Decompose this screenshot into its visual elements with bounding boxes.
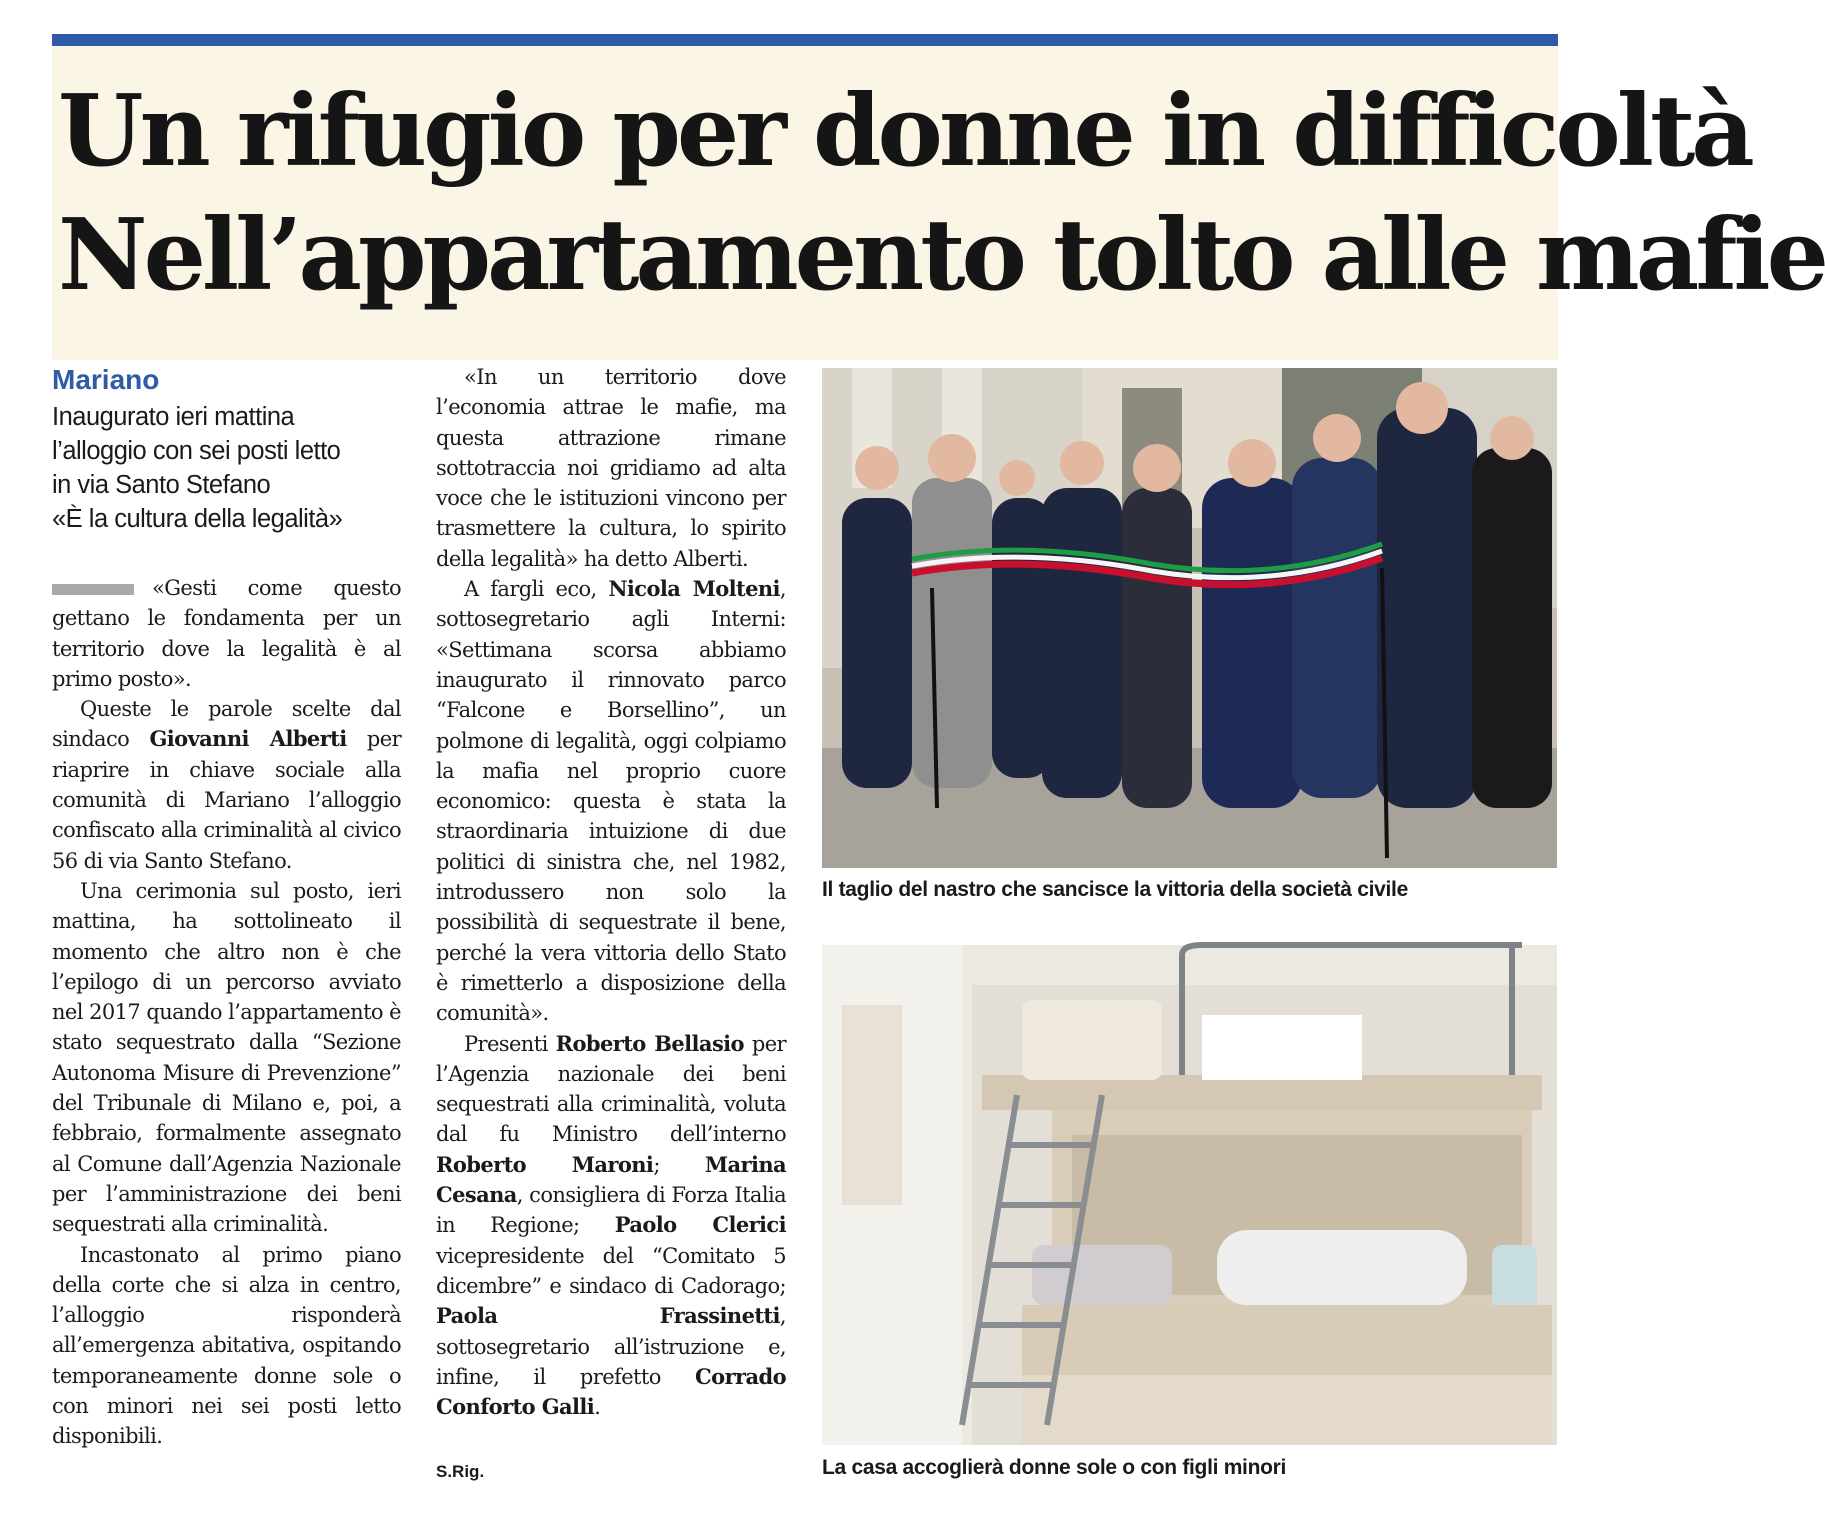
top-accent-bar: [52, 34, 1558, 46]
subhead-line: l’alloggio con sei posti letto: [52, 437, 341, 465]
author-signature: S.Rig.: [436, 1462, 485, 1481]
subhead-line: «È la cultura della legalità»: [52, 505, 343, 533]
paragraph: Presenti Roberto Bellasio per l’Agenzia nazionale dei beni sequestrati alla criminalità, voluta dal fu Ministro dell’interno Roberto Maroni; Marina Cesana, consigliera di Forza Italia in Regione; Paolo Clerici vicepresidente del “Comitato 5 dicembre” e sindaco di Cadorago; Paola Frassinetti, sottosegretario all’istruzione e, infine, il prefetto Corrado Conforto Galli.: [436, 1030, 786, 1420]
person-name: Nicola Molteni: [608, 576, 780, 602]
paragraph: [52, 573, 401, 694]
kicker-location: Mariano: [52, 364, 160, 395]
subheadline: [52, 400, 402, 536]
paragraph: Queste le parole scelte dal sindaco Giovanni Alberti per riaprire in chiave sociale alla comunità di Mariano l’alloggio confiscato alla criminalità al civico 56 di via Santo Stefano.: [52, 697, 402, 873]
person-name: Paola Frassinetti: [436, 1303, 780, 1329]
subhead-line: in via Santo Stefano: [52, 471, 271, 499]
paragraph: «In un territorio dove l’economia attrae le mafie, ma questa attrazione rimane sottotraccia noi gridiamo ad alta voce che le istituzioni vincono per trasmettere la cultura, lo spirito della legalità» ha detto Alberti.: [436, 365, 786, 571]
paragraph: A fargli eco, Nicola Molteni, sottosegretario agli Interni: «Settimana scorsa abbiamo inaugurato il rinnovato parco “Falcone e Borsellino”, un polmone di legalità, oggi colpiamo la mafia nel proprio cuore economico: questa è stata la straordinaria intuizione di due politici di sinistra che, nel 1982, introdussero non solo la possibilità di sequestrate il bene, perché la vera vittoria dello Stato è rimetterlo a disposizione della comunità».: [436, 576, 786, 1026]
article-column-2: [436, 362, 786, 1422]
person-name: Paolo Clerici: [614, 1212, 786, 1238]
headline-line-2: Nell’appartamento tolto alle mafie: [58, 198, 1825, 313]
person-name: Giovanni Alberti: [149, 726, 347, 752]
person-name: Roberto Maroni: [436, 1151, 654, 1177]
article-column-1: [52, 573, 401, 1452]
person-name: Marina Cesana: [436, 1151, 786, 1208]
person-name: Corrado Conforto Galli: [436, 1363, 786, 1420]
person-name: Roberto Bellasio: [555, 1030, 744, 1056]
ceremony-photo: [822, 368, 1557, 868]
lead-rule: [52, 584, 134, 595]
bedroom-photo-illustration: [822, 945, 1557, 1445]
bedroom-photo: [822, 945, 1557, 1445]
photo-caption: La casa accoglierà donne sole o con figli minori: [822, 1456, 1287, 1479]
headline-line-1: Un rifugio per donne in difficoltà: [58, 74, 1751, 189]
paragraph: Incastonato al primo piano della corte che si alza in centro, l’alloggio risponderà all’emergenza abitativa, ospitando temporaneamente donne sole o con minori nei sei posti letto disponibili.: [52, 1242, 401, 1449]
subhead-line: Inaugurato ieri mattina: [52, 403, 295, 431]
ceremony-photo-illustration: [822, 368, 1557, 868]
photo-caption: Il taglio del nastro che sancisce la vittoria della società civile: [822, 878, 1408, 901]
paragraph: Una cerimonia sul posto, ieri mattina, ha sottolineato il momento che altro non è che l’epilogo di un percorso avviato nel 2017 quando l’appartamento è stato sequestrato dalla “Sezione Autonoma Misure di Prevenzione” del Tribunale di Milano e, poi, a febbraio, formalmente assegnato al Comune dall’Agenzia Nazionale per l’amministrazione dei beni sequestrati alla criminalità.: [52, 878, 401, 1237]
paragraph-text: «Gesti come questo gettano le fondamenta per un territorio dove la legalità è al primo posto».: [52, 576, 401, 691]
